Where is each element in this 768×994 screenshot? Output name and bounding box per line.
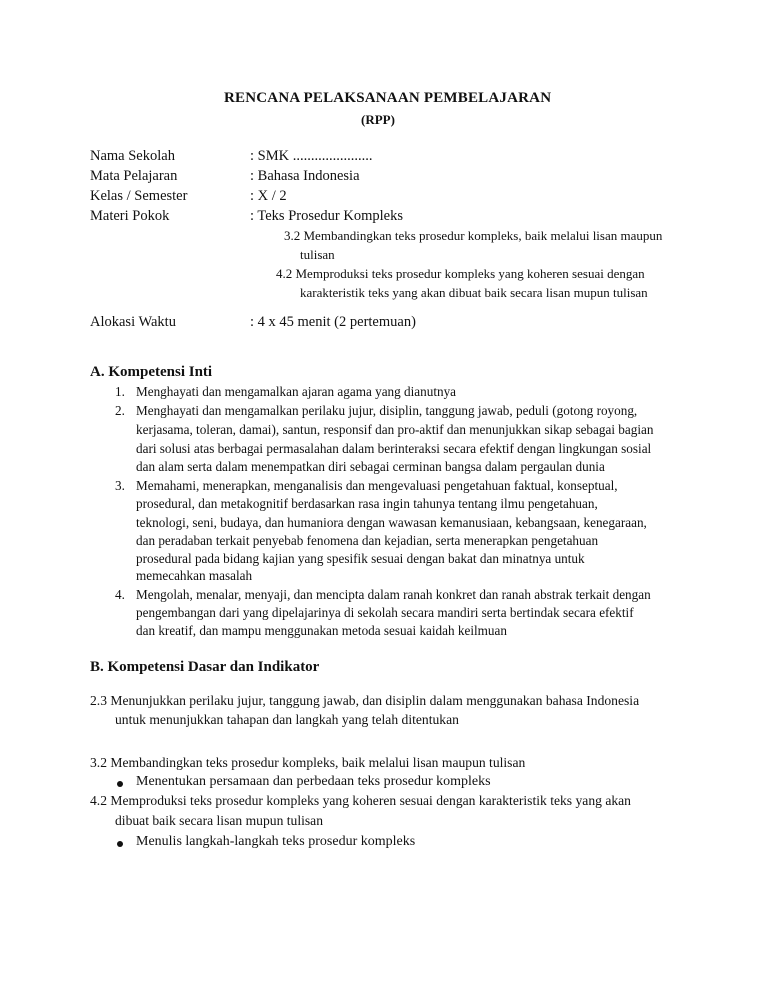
bullet-icon [117, 841, 123, 847]
list-item: Menghayati dan mengamalkan perilaku jujur, disiplin, tanggung jawab, peduli (gotong royong, [136, 403, 638, 418]
bullet-icon [117, 781, 123, 787]
materi-item-cont: tulisan [300, 247, 335, 262]
list-item-cont: pengembangan dari yang dipelajarinya di sekolah secara mandiri serta bertindak secara efektif [136, 605, 634, 620]
list-item-cont: prosedural pada bidang kajian yang spesifik sesuai dengan bakat dan minatnya untuk [136, 551, 585, 566]
list-item-cont: dari solusi atas berbagai permasalahan dalam berinteraksi secara efektif dengan lingkungan sosial [136, 441, 652, 456]
list-number: 2. [115, 403, 125, 418]
alokasi-label: Alokasi Waktu [90, 314, 176, 330]
document-title: RENCANA PELAKSANAAN PEMBELAJARAN [224, 90, 552, 106]
list-item: Menghayati dan mengamalkan ajaran agama yang dianutnya [136, 384, 457, 399]
identity-value: : SMK ...................... [250, 148, 373, 164]
materi-item: 3.2 Membandingkan teks prosedur kompleks, baik melalui lisan maupun [284, 228, 663, 243]
list-item-cont: dan alam serta dalam menempatkan diri sebagai cerminan bangsa dalam pergaulan dunia [136, 459, 605, 474]
identity-value: : Bahasa Indonesia [250, 168, 360, 184]
identity-label: Kelas / Semester [90, 188, 188, 204]
indicator-item: Menulis langkah-langkah teks prosedur kompleks [136, 834, 416, 849]
list-item: Mengolah, menalar, menyaji, dan mencipta dalam ranah konkret dan ranah abstrak terkait dengan [136, 587, 651, 602]
indicator-item: Menentukan persamaan dan perbedaan teks prosedur kompleks [136, 774, 491, 789]
list-item-cont: dan kreatif, dan mampu menggunakan metoda sesuai kaidah keilmuan [136, 623, 507, 638]
list-item-cont: teknologi, seni, budaya, dan humaniora dengan wawasan kemanusiaan, kebangsaan, kenegaraan, [136, 515, 647, 530]
section-heading: A. Kompetensi Inti [90, 364, 213, 380]
kd-paragraph-cont: untuk menunjukkan tahapan dan langkah yang telah ditentukan [115, 712, 459, 727]
alokasi-value: : 4 x 45 menit (2 pertemuan) [250, 314, 416, 330]
list-item-cont: dan peradaban terkait penyebab fenomena dan kejadian, serta menerapkan pengetahuan [136, 533, 599, 548]
identity-value: : Teks Prosedur Kompleks [250, 208, 403, 224]
kd-paragraph: 4.2 Memproduksi teks prosedur kompleks yang koheren sesuai dengan karakteristik teks yang akan [90, 793, 631, 808]
kd-paragraph: 3.2 Membandingkan teks prosedur kompleks, baik melalui lisan maupun tulisan [90, 755, 526, 770]
kd-paragraph-cont: dibuat baik secara lisan mupun tulisan [115, 813, 324, 828]
materi-item-cont: karakteristik teks yang akan dibuat baik secara lisan mupun tulisan [300, 285, 648, 300]
list-item: Memahami, menerapkan, menganalisis dan mengevaluasi pengetahuan faktual, konseptual, [136, 478, 618, 493]
document-subtitle: (RPP) [361, 112, 395, 127]
identity-value: : X / 2 [250, 188, 287, 204]
list-number: 4. [115, 587, 125, 602]
kd-paragraph: 2.3 Menunjukkan perilaku jujur, tanggung jawab, dan disiplin dalam menggunakan bahasa Indonesia [90, 693, 640, 708]
list-number: 3. [115, 478, 125, 493]
list-item-cont: kerjasama, toleran, damai), santun, responsif dan pro-aktif dan menunjukkan sikap sebagai bagian [136, 422, 654, 437]
section-heading: B. Kompetensi Dasar dan Indikator [90, 659, 320, 675]
identity-label: Nama Sekolah [90, 148, 175, 164]
list-item-cont: prosedural, dan metakognitif berdasarkan rasa ingin tahunya tentang ilmu pengetahuan, [136, 496, 598, 511]
identity-label: Materi Pokok [90, 208, 170, 224]
list-number: 1. [115, 384, 125, 399]
list-item-cont: memecahkan masalah [136, 568, 253, 583]
materi-item: 4.2 Memproduksi teks prosedur kompleks yang koheren sesuai dengan [276, 266, 645, 281]
identity-label: Mata Pelajaran [90, 168, 178, 184]
